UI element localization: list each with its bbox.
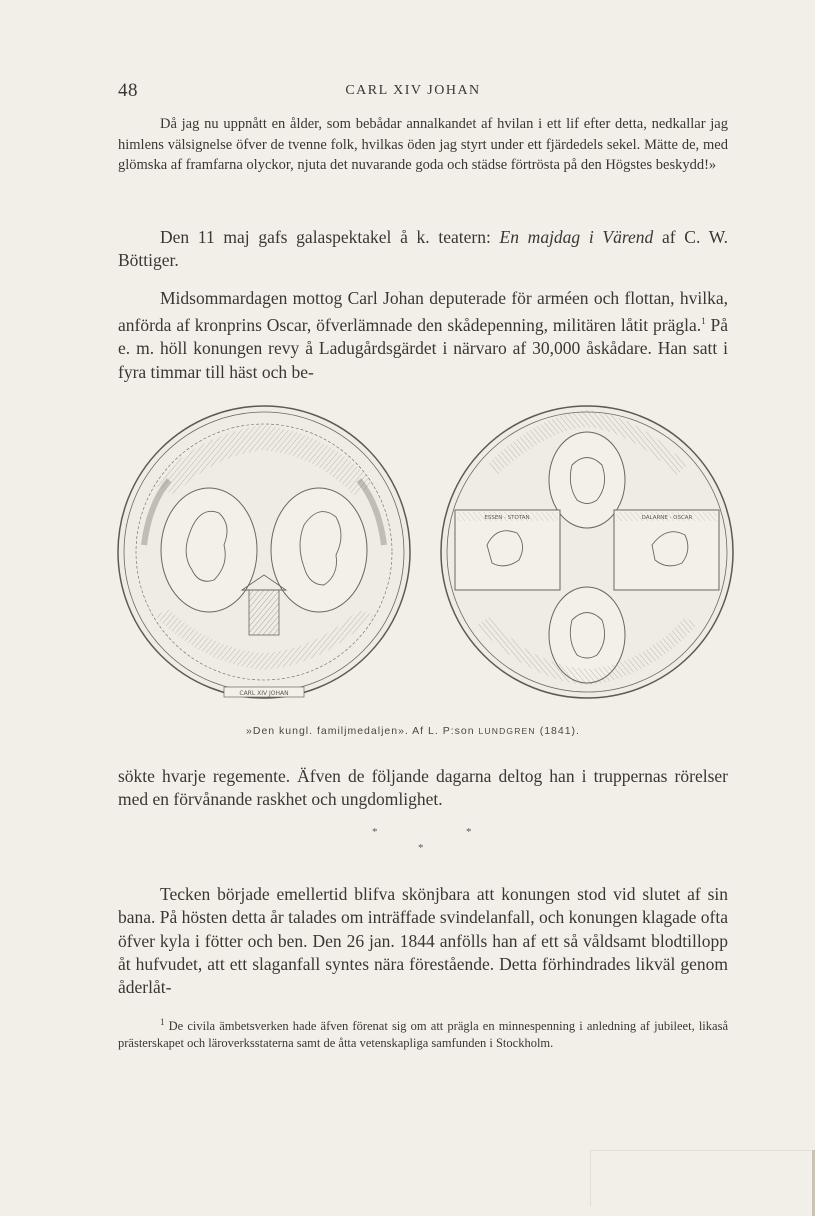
footnote: [118, 1014, 728, 1051]
running-head: CARL XIV JOHAN: [345, 83, 481, 98]
caption-artist: LUNDGREN: [478, 726, 536, 736]
paragraph-3: [118, 765, 728, 812]
paragraph-1-before: Den 11 maj gafs galaspektakel å k. teatern:: [160, 227, 500, 247]
play-title: En majdag i Värend: [499, 227, 654, 247]
caption-year: (1841).: [535, 725, 580, 737]
paragraph-1-after: af C. W. Böttiger.: [118, 227, 728, 271]
quote-paragraph: [118, 114, 728, 176]
caption-text: »Den kungl. familjmedaljen». Af L. P:son: [246, 725, 479, 737]
medal-left-engraving: [114, 395, 414, 710]
paragraph-2: [118, 287, 728, 384]
page-number: 48: [118, 80, 138, 101]
figure-caption: [118, 725, 708, 737]
paragraph-1-text: [118, 226, 728, 273]
footnote-mark: 1: [160, 1017, 165, 1027]
paragraph-2-text: [118, 287, 728, 384]
separator-star-2: *: [466, 826, 472, 838]
separator-star-1: *: [372, 826, 378, 838]
paragraph-4: [118, 883, 728, 999]
footnote-body: De civila ämbetsverken hade äfven förenat sig om att prägla en minnespenning i anledning af jubileet, likaså prästerskapet och läroverksstaterna samt de åtta vetenskapliga samfunden i Stockholm.: [118, 1019, 728, 1050]
page-header: [118, 80, 708, 104]
footnote-ref[interactable]: 1: [701, 316, 706, 327]
section-separator: [0, 826, 815, 856]
medal-right-label-right: DALARNE · OSCAR: [641, 515, 693, 521]
page-corner-shadow: [590, 1150, 811, 1206]
footnote-text: [118, 1014, 728, 1051]
medal-left-inscription: CARL XIV JOHAN: [239, 690, 289, 697]
paragraph-3-text: sökte hvarje regemente. Äfven de följande dagarna deltog han i truppernas rörelser med en förvånande raskhet och ungdomlighet.: [118, 766, 728, 810]
medal-right-engraving: [427, 395, 747, 710]
paragraph-1: [118, 226, 728, 273]
paragraph-2-after: På e. m. höll konungen revy å Ladugårdsgärdet i närvaro af 30,000 åskådare. Han satt i fyra timmar till häst och be-: [118, 315, 729, 382]
separator-star-3: *: [418, 842, 424, 854]
medal-right-label-left: ESSEN · STOTAN: [484, 515, 530, 521]
paragraph-4-text: Tecken började emellertid blifva skönjbara att konungen stod vid slutet af sin bana. På hösten detta år talades om inträffade svindelanfall, och konungen klagade ofta öfver kyla i fötter och ben. Den 26 jan. 1844 anfölls han af ett så våldsamt blodtillopp åt hufvudet, att ett slaganfall syntes nära förestående. Detta förhindrades likväl genom åderlåt-: [118, 884, 729, 998]
quote-text: Då jag nu uppnått en ålder, som bebådar annalkandet af hvilan i ett lif efter detta, nedkallar jag himlens välsignelse öfver de tvenne folk, hvilkas öden jag styrt under ett fjärdedels sekel. Mätte de, med glömska af framfarna olyckor, njuta det nuvarande goda och städse förtrösta på den Högstes beskydd!»: [118, 116, 728, 173]
paragraph-2-before: Midsommardagen mottog Carl Johan deputerade för arméen och flottan, hvilka, anförda af kronprins Oscar, öfverlämnade den skådepenning, militären låtit prägla.: [118, 288, 728, 336]
